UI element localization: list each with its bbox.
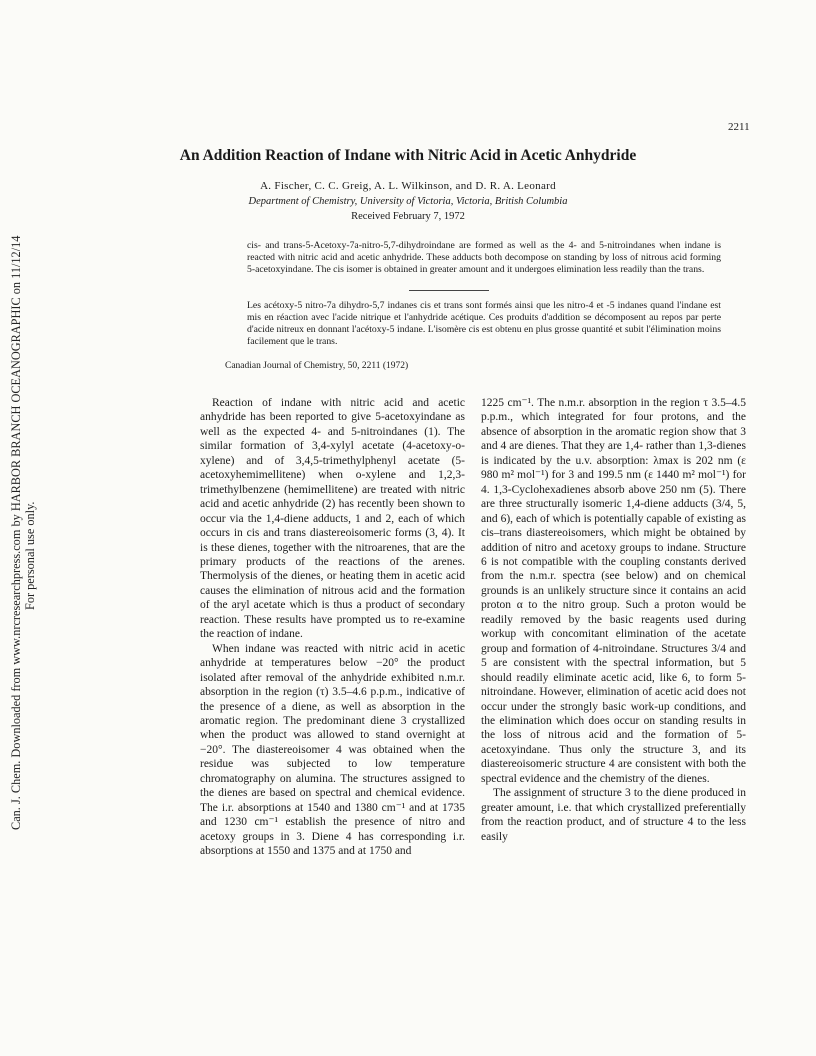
received-date: Received February 7, 1972 (351, 211, 465, 222)
journal-citation: Canadian Journal of Chemistry, 50, 2211 (1972) (225, 361, 409, 371)
body-paragraph: Reaction of indane with nitric acid and acetic anhydride has been reported to give 5-acetoxyindane as well as the expected 4- and 5-nitroindanes (1). The similar formation of 3,4-xylyl acetate (4-acetoxy-o-xylene) and of 3,4,5-trimethylphenyl acetate (5-acetoxyhemimellitene) when o-xylene and 1,2,3-trimethylbenzene (hemimellitene) are treated with nitric acid and acetic anhydride (2) has recently been shown to occur via the 1,4-diene adducts, 1 and 2, each of which occurs in cis and trans diastereoisomeric forms (3, 4). It is these dienes, together with the nitroarenes, that are the primary products of the reactions of the arenes. Thermolysis of the dienes, or heating them in acetic acid causes the elimination of nitrous acid and the formation of the aryl acetate which is thus a product of secondary reaction. These results have prompted us to re-examine the reaction of indane. (200, 397, 465, 641)
abstract-english: cis- and trans-5-Acetoxy-7a-nitro-5,7-dihydroindane are formed as well as the 4- and 5-nitroindanes when indane is reacted with nitric acid and acetic anhydride. These adducts both decompose on standing by loss of nitrous acid forming 5-acetoxyindane. The cis isomer is obtained in greater amount and it undergoes elimination less readily than the trans. (247, 240, 721, 275)
download-stamp (4, 190, 56, 850)
body-paragraph: The assignment of structure 3 to the diene produced in greater amount, i.e. that which crystallized preferentially from the reaction product, and of structure 4 to the less easily (481, 787, 746, 843)
author-list: A. Fischer, C. C. Greig, A. L. Wilkinson, and D. R. A. Leonard (260, 180, 556, 192)
download-stamp-line1: Can. J. Chem. Downloaded from www.nrcresearchpress.com by HARBOR BRANCH OCEANOGRAPHIC on 11/12/14 (9, 235, 23, 830)
page-number: 2211 (728, 121, 750, 133)
body-paragraph: When indane was reacted with nitric acid in acetic anhydride at temperatures below −20° the product isolated after removal of the anhydride exhibited n.m.r. absorption in the region (τ) 3.5–4.6 p.p.m., indicative of the presence of a diene, as well as absorption in the aromatic region. The predominant diene 3 crystallized when the product was allowed to stand overnight at −20°. The diastereoisomer 4 was obtained when the residue was subjected to low temperature chromatography on alumina. The structures assigned to the dienes are based on spectral and chemical evidence. The i.r. absorptions at 1540 and 1380 cm⁻¹ and at 1735 and 1230 cm⁻¹ establish the presence of nitro and acetoxy groups in 3. Diene 4 has corresponding i.r. absorptions at 1550 and 1375 and at 1750 and (200, 642, 465, 858)
affiliation: Department of Chemistry, University of Victoria, Victoria, British Columbia (248, 196, 568, 207)
body-column-left (200, 396, 465, 859)
body-paragraph: 1225 cm⁻¹. The n.m.r. absorption in the region τ 3.5–4.5 p.p.m., which integrated for four protons, and the absence of absorption in the aromatic region show that 3 and 4 are dienes. That they are 1,4- rather than 1,3-dienes is indicated by the u.v. absorption: λmax is 202 nm (ε 980 m² mol⁻¹) for 3 and 199.5 nm (ε 1440 m² mol⁻¹) for 4. 1,3-Cyclohexadienes absorb above 250 nm (5). There are three structurally isomeric 1,4-diene adducts (3/4, 5, and 6), each of which is potentially capable of existing as cis–trans diastereoisomers, which might be obtained by addition of nitro and acetoxy groups to indane. Structure 6 is not compatible with the coupling constants derived from the n.m.r. spectra (see below) and on chemical grounds is an unlikely structure since it contains an acid proton α to the nitro group. Such a proton would be readily removed by the basic reagents used during workup with concomitant elimination of the acetate group and formation of 4-nitroindane. Structures 3/4 and 5 are consistent with the spectral information, but 5 should readily eliminate acetic acid, like 6, to form 5-nitroindane. However, elimination of acetic acid does not occur under the strongly basic work-up conditions, and the elimination which does occur on standing results in the loss of nitrous acid and the formation of 5-acetoxyindane. Thus only the structure 3, and its diastereoisomeric structure 4 are consistent with both the spectral evidence and the chemistry of the dienes. (481, 397, 746, 785)
abstract-divider (409, 290, 489, 291)
abstract-french: Les acétoxy-5 nitro-7a dihydro-5,7 indanes cis et trans sont formés ainsi que les nitro-4 et -5 indanes quand l'indane est mis en réaction avec l'acide nitrique et l'anhydride acétique. Ces produits d'addition se décomposent au repos par perte d'acide nitreux en donnant l'acétoxy-5 indane. L'isomère cis est obtenu en plus grosse quantité et subit l'élimination moins facilement que le trans. (247, 300, 721, 347)
article-title: An Addition Reaction of Indane with Nitric Acid in Acetic Anhydride (179, 147, 637, 164)
download-stamp-line2: For personal use only. (23, 501, 37, 610)
body-column-right (481, 396, 746, 844)
